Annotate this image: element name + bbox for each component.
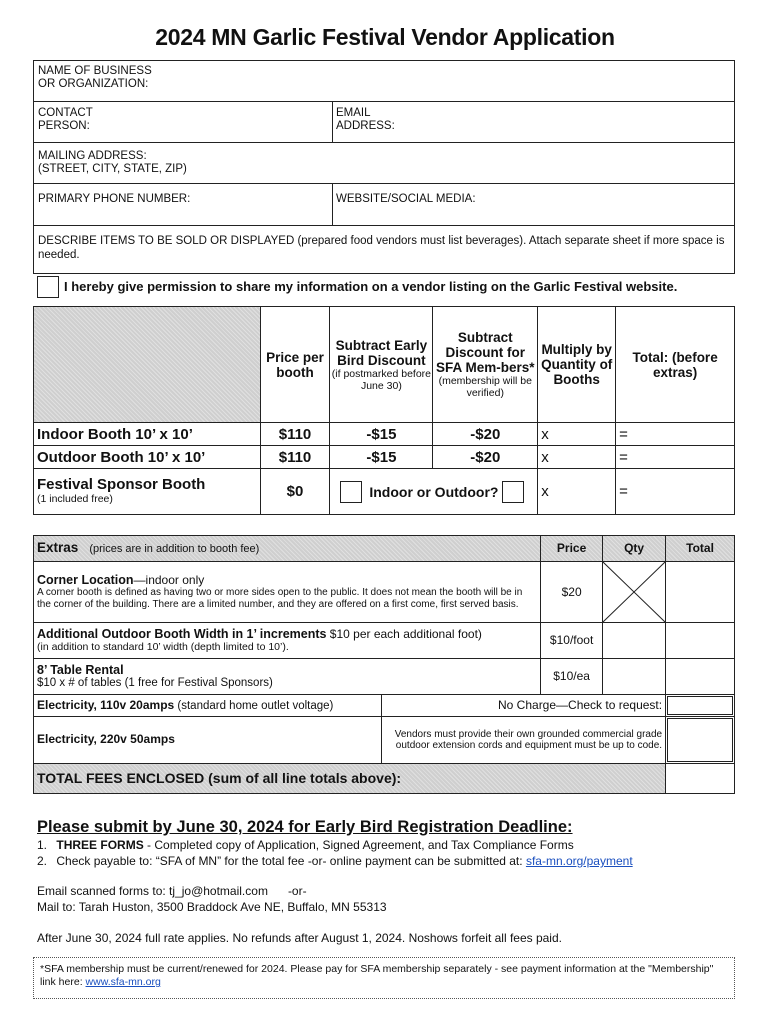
phone-label: PRIMARY PHONE NUMBER: xyxy=(38,193,191,205)
price-header: Price per booth xyxy=(260,307,330,423)
sfa-discount: -$20 xyxy=(433,423,538,446)
describe-items-field[interactable] xyxy=(33,225,735,274)
describe-items-label: DESCRIBE ITEMS TO BE SOLD OR DISPLAYED (prepared food vendors must list beverages). Attach separate sheet if more space is needed. xyxy=(38,235,725,261)
membership-footnote-box xyxy=(33,957,735,999)
table-row xyxy=(34,623,735,659)
permission-checkbox[interactable] xyxy=(37,276,59,298)
booth-label: Indoor Booth 10’ x 10’ xyxy=(34,423,261,446)
table-rental-desc: $10 x # of tables (1 free for Festival Sponsors) xyxy=(37,676,273,689)
line1-number: 1. xyxy=(37,838,48,852)
sponsor-note: (1 included free) xyxy=(37,492,113,505)
sponsor-choice-label: Indoor or Outdoor? xyxy=(369,483,499,500)
business-name-field[interactable] xyxy=(33,60,735,102)
elec220-cell xyxy=(34,717,382,764)
website-label: WEBSITE/SOCIAL MEDIA: xyxy=(336,193,476,205)
corner-desc: A corner booth is defined as having two or more sides open to the public. It does not mean the booth will be in the corner of the building. There are a limited number, and they are offered on a first come, first served basis. xyxy=(37,587,523,610)
total-cell[interactable]: = xyxy=(616,469,735,515)
extras-header xyxy=(34,536,541,562)
mailing-address-field[interactable] xyxy=(33,142,735,184)
table-rental-qty[interactable] xyxy=(603,659,666,695)
quantity-header: Multiply by Quantity of Booths xyxy=(538,307,616,423)
table-rental-title: 8’ Table Rental xyxy=(37,663,124,677)
elec110-suffix: (standard home outlet voltage) xyxy=(174,699,334,712)
email-line: Email scanned forms to: tj_jo@hotmail.com -or- xyxy=(37,884,307,898)
elec220-title: Electricity, 220v 50amps xyxy=(37,732,175,747)
width-cell xyxy=(34,623,541,659)
booth-price: $110 xyxy=(260,423,330,446)
booth-type-header xyxy=(34,307,261,423)
width-desc: (in addition to standard 10’ width (depth limited to 10’). xyxy=(37,641,289,653)
total-fees-label: TOTAL FEES ENCLOSED (sum of all line totals above): xyxy=(34,764,666,794)
table-row xyxy=(34,562,735,623)
booth-price: $110 xyxy=(260,446,330,469)
early-discount: -$15 xyxy=(330,423,433,446)
permission-text: I hereby give permission to share my information on a vendor listing on the Garlic Festival website. xyxy=(64,279,678,294)
elec220-checkbox[interactable] xyxy=(666,717,735,764)
email-field[interactable] xyxy=(332,101,735,143)
corner-total[interactable] xyxy=(666,562,735,623)
corner-suffix: —indoor only xyxy=(133,572,205,587)
corner-price: $20 xyxy=(541,562,603,623)
width-total[interactable] xyxy=(666,623,735,659)
table-rental-total[interactable] xyxy=(666,659,735,695)
booth-label: Outdoor Booth 10’ x 10’ xyxy=(34,446,261,469)
submit-line-2 xyxy=(37,854,633,869)
width-price: $10/foot xyxy=(541,623,603,659)
sponsor-row xyxy=(34,469,735,515)
footnote-text: *SFA membership must be current/renewed for 2024. Please pay for SFA membership separately - see payment information at the "Membership" link here: xyxy=(40,963,714,988)
early-bird-note: (if postmarked before June 30) xyxy=(331,367,432,392)
extras-title: Extras xyxy=(37,539,79,555)
sponsor-price: $0 xyxy=(260,469,330,515)
elec110-cell xyxy=(34,695,382,717)
sponsor-label: Festival Sponsor Booth xyxy=(37,475,206,493)
submit-line-1 xyxy=(37,838,574,853)
width-title: Additional Outdoor Booth Width in 1’ increments xyxy=(37,626,327,641)
table-rental-cell xyxy=(34,659,541,695)
corner-qty-disabled xyxy=(603,562,666,623)
corner-cell xyxy=(34,562,541,623)
page-title: 2024 MN Garlic Festival Vendor Application xyxy=(155,24,615,50)
elec110-note: No Charge—Check to request: xyxy=(381,695,665,717)
early-discount: -$15 xyxy=(330,446,433,469)
extras-note: (prices are in addition to booth fee) xyxy=(89,542,260,555)
sponsor-choice-cell xyxy=(330,469,538,515)
total-cell[interactable]: = xyxy=(616,423,735,446)
sfa-discount-title: Subtract Discount for SFA Mem-bers* xyxy=(436,330,535,375)
table-row xyxy=(34,659,735,695)
table-row xyxy=(34,423,735,446)
total-cell[interactable]: = xyxy=(616,446,735,469)
quantity-cell[interactable]: x xyxy=(538,423,616,446)
sfa-discount-header xyxy=(433,307,538,423)
sfa-discount: -$20 xyxy=(433,446,538,469)
after-deadline-line: After June 30, 2024 full rate applies. No refunds after August 1, 2024. Noshows forfeit all fees paid. xyxy=(37,931,562,945)
width-suffix: $10 per each additional foot) xyxy=(326,626,482,641)
mailing-address-label: MAILING ADDRESS: (STREET, CITY, STATE, ZIP) xyxy=(38,150,187,175)
early-bird-header xyxy=(330,307,433,423)
booth-table xyxy=(33,306,735,515)
payment-link[interactable]: sfa-mn.org/payment xyxy=(525,854,633,868)
submit-heading: Please submit by June 30, 2024 for Early Bird Registration Deadline: xyxy=(37,818,573,836)
contact-person-field[interactable] xyxy=(33,101,333,143)
line2-number: 2. xyxy=(37,854,48,868)
cross-out-icon xyxy=(603,562,665,622)
elec110-checkbox[interactable] xyxy=(666,695,735,717)
membership-link[interactable]: www.sfa-mn.org xyxy=(85,976,161,988)
corner-title: Corner Location xyxy=(37,572,134,587)
table-row xyxy=(34,446,735,469)
table-row xyxy=(34,695,735,717)
business-name-label: NAME OF BUSINESS OR ORGANIZATION: xyxy=(38,65,152,90)
line1-rest: - Completed copy of Application, Signed Agreement, and Tax Compliance Forms xyxy=(143,838,574,852)
extras-table xyxy=(33,535,735,794)
early-bird-title: Subtract Early Bird Discount xyxy=(335,337,428,368)
indoor-checkbox[interactable] xyxy=(340,481,362,503)
extras-qty-header: Qty xyxy=(603,536,666,562)
quantity-cell[interactable]: x xyxy=(538,469,616,515)
line1-bold: THREE FORMS xyxy=(56,838,144,852)
sfa-discount-note: (membership will be verified) xyxy=(438,375,532,399)
sponsor-label-cell xyxy=(34,469,261,515)
elec220-note: Vendors must provide their own grounded commercial grade outdoor extension cords and equipment must be up to code. xyxy=(381,717,665,764)
outdoor-checkbox[interactable] xyxy=(502,481,524,503)
website-field[interactable] xyxy=(332,183,735,226)
total-header: Total: (before extras) xyxy=(616,307,735,423)
email-label: EMAIL ADDRESS: xyxy=(336,107,395,132)
elec110-title: Electricity, 110v 20amps xyxy=(37,697,175,712)
contact-person-label: CONTACT PERSON: xyxy=(38,107,93,132)
width-qty[interactable] xyxy=(603,623,666,659)
table-rental-price: $10/ea xyxy=(541,659,603,695)
total-fees-value[interactable] xyxy=(666,764,735,794)
extras-total-header: Total xyxy=(666,536,735,562)
phone-field[interactable] xyxy=(33,183,333,226)
mail-line: Mail to: Tarah Huston, 3500 Braddock Ave NE, Buffalo, MN 55313 xyxy=(37,900,387,914)
table-row xyxy=(34,717,735,764)
extras-price-header: Price xyxy=(541,536,603,562)
line2-text: Check payable to: “SFA of MN” for the total fee -or- online payment can be submitted at: xyxy=(56,854,526,868)
quantity-cell[interactable]: x xyxy=(538,446,616,469)
